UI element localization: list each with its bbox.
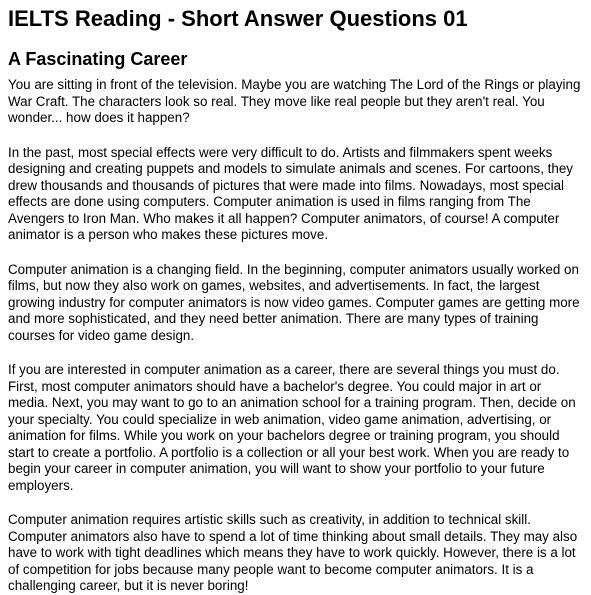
page-title: IELTS Reading - Short Answer Questions 01 (8, 6, 468, 31)
article-paragraph-3: Computer animation is a changing field. In the beginning, computer animators usually worked on films, but now they also work on games, websites, and advertisements. In fact, the largest growing industry for computer animators is now video games. Computer games are getting more and more sophisticated, and they need better animation. There are many types of training courses for video game design. (8, 261, 580, 343)
article-body (8, 77, 583, 595)
article-title: A Fascinating Career (8, 49, 188, 69)
article-paragraph-1: You are sitting in front of the television. Maybe you are watching The Lord of the Rings or playing War Craft. The characters look so real. They move like real people but they aren't real. You wonder... how does it happen? (8, 77, 581, 125)
article-paragraph-4: If you are interested in computer animation as a career, there are several things you must do. First, most computer animators should have a bachelor's degree. You could major in art or media. Next, you may want to go to an animation school for a training program. Then, decide on your specialty. You could specialize in web animation, video game animation, advertising, or animation for films. While you work on your bachelors degree or training program, you should start to create a portfolio. A portfolio is a collection or all your best work. When you are ready to begin your career in computer animation, you will want to show your portfolio to your future employers. (8, 362, 576, 493)
article-paragraph-2: In the past, most special effects were very difficult to do. Artists and filmmakers spent weeks designing and creating puppets and models to simulate animals and scenes. For cartoons, they drew thousands and thousands of pictures that were made into films. Nowadays, most special effects are done using computers. Computer animation is used in films ranging from The Avengers to Iron Man. Who makes it all happen? Computer animators, of course! A computer animator is a person who makes these pictures move. (8, 144, 573, 242)
article-paragraph-5: Computer animation requires artistic skills such as creativity, in addition to technical skill. Computer animators also have to spend a lot of time thinking about small details. They may also have to work with tight deadlines which means they have to work quickly. However, there is a lot of competition for jobs because many people want to become computer animators. It is a challenging career, but it is never boring! (8, 512, 578, 593)
